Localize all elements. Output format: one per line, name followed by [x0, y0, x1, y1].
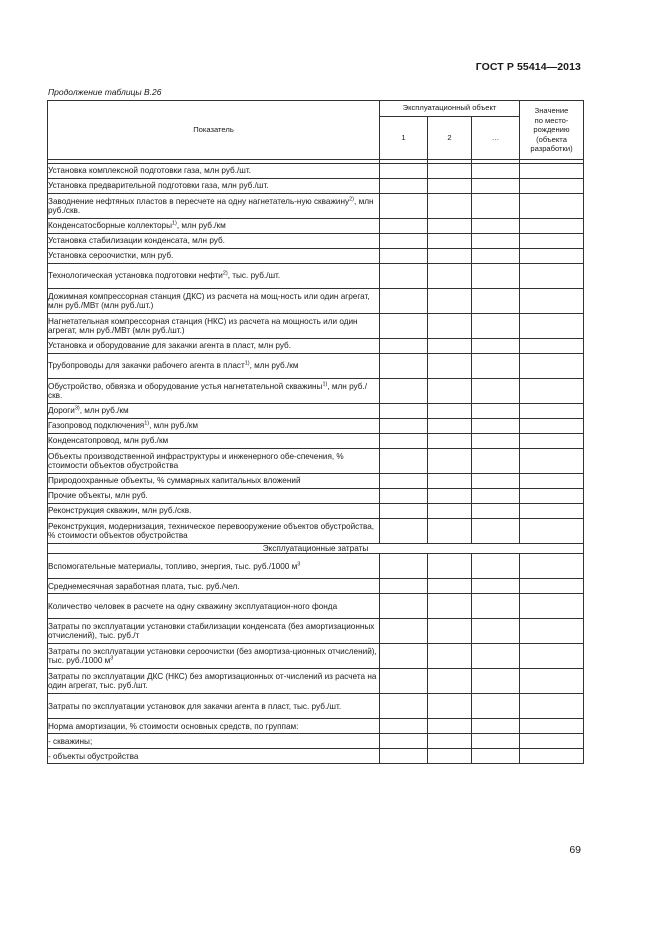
table-row — [48, 404, 584, 419]
row-label-text: Затраты по эксплуатации установок для закачки агента в пласт, тыс. руб./шт. — [48, 701, 342, 711]
value-cell — [472, 164, 520, 179]
row-label-text: Норма амортизации, % стоимости основных средств, по группам: — [48, 721, 299, 731]
value-cell — [520, 404, 584, 419]
value-cell — [380, 179, 428, 194]
value-cell — [380, 234, 428, 249]
value-cell — [428, 179, 472, 194]
value-cell — [520, 694, 584, 719]
value-cell — [472, 339, 520, 354]
value-cell — [472, 449, 520, 474]
row-label — [48, 619, 380, 644]
subcolumn-2: 2 — [428, 117, 472, 160]
table-row — [48, 419, 584, 434]
row-label — [48, 249, 380, 264]
value-cell — [428, 434, 472, 449]
table-row — [48, 719, 584, 734]
value-cell — [428, 164, 472, 179]
value-cell — [472, 734, 520, 749]
value-cell — [472, 719, 520, 734]
value-cell — [428, 449, 472, 474]
row-label — [48, 669, 380, 694]
row-label-text-tail: , млн руб./км — [79, 406, 129, 416]
row-label — [48, 694, 380, 719]
row-label — [48, 449, 380, 474]
table-row — [48, 314, 584, 339]
row-label-text: Среднемесячная заработная плата, тыс. руб./чел. — [48, 581, 240, 591]
table-row — [48, 474, 584, 489]
row-label-text: Обустройство, обвязка и оборудование устья нагнетательной скважины — [48, 381, 323, 391]
value-head-line: разработки) — [530, 144, 573, 154]
standard-designation: ГОСТ Р 55414—2013 — [475, 61, 581, 73]
value-cell — [380, 644, 428, 669]
value-cell — [520, 219, 584, 234]
row-label — [48, 594, 380, 619]
value-cell — [380, 554, 428, 579]
value-cell — [428, 314, 472, 339]
table-row — [48, 504, 584, 519]
row-label-text-tail: , млн руб./км — [249, 361, 299, 371]
table-row — [48, 594, 584, 619]
value-cell — [380, 519, 428, 544]
row-label-text: Технологическая установка подготовки нефти — [48, 271, 223, 281]
value-cell — [380, 749, 428, 764]
value-cell — [472, 694, 520, 719]
value-cell — [380, 379, 428, 404]
section-title: Эксплуатационные затраты — [48, 544, 584, 554]
value-cell — [520, 179, 584, 194]
value-cell — [472, 289, 520, 314]
value-cell — [472, 669, 520, 694]
value-cell — [428, 264, 472, 289]
row-label — [48, 339, 380, 354]
value-cell — [472, 644, 520, 669]
row-label-text: Затраты по эксплуатации установки стабилизации конденсата (без амортизационных отчислений), тыс. руб./т — [48, 622, 375, 641]
row-label — [48, 749, 380, 764]
value-cell — [428, 619, 472, 644]
footnote-mark: 3 — [110, 655, 114, 662]
table-row — [48, 164, 584, 179]
row-label-text: Установка и оборудование для закачки агента в пласт, млн руб. — [48, 341, 291, 351]
row-label-text: Нагнетательная компрессорная станция (НКС) из расчета на мощность или один агрегат, млн руб./МВт (млн руб./шт.) — [48, 316, 358, 335]
value-cell — [472, 264, 520, 289]
table-row — [48, 579, 584, 594]
value-cell — [380, 489, 428, 504]
value-cell — [428, 504, 472, 519]
row-label-text: Затраты по эксплуатации ДКС (НКС) без амортизационных от-числений из расчета на один агрегат, тыс. руб./шт. — [48, 672, 377, 691]
value-cell — [472, 219, 520, 234]
value-cell — [380, 419, 428, 434]
value-cell — [428, 354, 472, 379]
row-label-text: Конденсатосборные коллекторы — [48, 221, 172, 231]
value-cell — [520, 314, 584, 339]
value-cell — [520, 519, 584, 544]
row-label-text: Трубопроводы для закачки рабочего агента в пласт — [48, 361, 245, 371]
row-label — [48, 234, 380, 249]
table-row — [48, 219, 584, 234]
value-cell — [380, 594, 428, 619]
row-label-text: Газопровод подключения — [48, 421, 145, 431]
value-cell — [472, 434, 520, 449]
footnote-mark: 1) — [144, 420, 150, 427]
table-row — [48, 694, 584, 719]
section-row — [48, 544, 584, 554]
row-label-text: Установка комплексной подготовки газа, млн руб./шт. — [48, 166, 251, 176]
footnote-mark: 1) — [244, 360, 250, 367]
table-row — [48, 434, 584, 449]
row-label-text: Установка предварительной подготовки газа, млн руб./шт. — [48, 181, 269, 191]
value-cell — [472, 194, 520, 219]
table-row — [48, 734, 584, 749]
value-cell — [472, 594, 520, 619]
value-cell — [472, 519, 520, 544]
value-cell — [380, 264, 428, 289]
value-cell — [520, 579, 584, 594]
footnote-mark: 3) — [74, 405, 80, 412]
row-label — [48, 489, 380, 504]
row-label-text: Затраты по эксплуатации установки сероочистки (без амортиза-ционных отчислений), тыс. руб./1000 м — [48, 647, 377, 666]
value-cell — [428, 489, 472, 504]
table-continuation-caption: Продолжение таблицы В.26 — [48, 87, 162, 97]
value-cell — [428, 519, 472, 544]
table-row — [48, 489, 584, 504]
table-row — [48, 669, 584, 694]
value-cell — [472, 354, 520, 379]
value-cell — [380, 164, 428, 179]
table-row — [48, 249, 584, 264]
value-cell — [428, 419, 472, 434]
value-cell — [520, 194, 584, 219]
footnote-mark: 1) — [171, 220, 177, 227]
value-cell — [380, 219, 428, 234]
value-cell — [472, 419, 520, 434]
value-cell — [380, 404, 428, 419]
value-cell — [520, 474, 584, 489]
value-cell — [428, 694, 472, 719]
value-cell — [472, 489, 520, 504]
row-label — [48, 219, 380, 234]
column-header-parameter: Показатель — [48, 101, 380, 160]
value-cell — [428, 339, 472, 354]
value-cell — [428, 719, 472, 734]
table-row — [48, 619, 584, 644]
row-label-text-tail: , млн руб./скв. — [48, 196, 374, 215]
value-cell — [428, 404, 472, 419]
value-cell — [428, 194, 472, 219]
table-row — [48, 644, 584, 669]
value-cell — [520, 719, 584, 734]
row-label-text: Установка сероочистки, млн руб. — [48, 251, 174, 261]
row-label-text: Дожимная компрессорная станция (ДКС) из расчета на мощ-ность или один агрегат, млн руб./МВт (млн руб./шт.) — [48, 291, 370, 310]
indicators-table — [47, 100, 584, 764]
value-cell — [428, 594, 472, 619]
value-cell — [428, 554, 472, 579]
value-cell — [428, 474, 472, 489]
value-head-line: Значение — [534, 106, 569, 116]
row-label — [48, 404, 380, 419]
row-label — [48, 419, 380, 434]
value-cell — [380, 504, 428, 519]
row-label-text-tail: , тыс. руб./шт. — [227, 271, 281, 281]
value-cell — [520, 354, 584, 379]
row-label-text: - скважины; — [48, 736, 93, 746]
row-label — [48, 354, 380, 379]
value-cell — [428, 379, 472, 404]
row-label-text: Дороги — [48, 406, 75, 416]
subcolumn-ellipsis: … — [472, 117, 520, 160]
value-cell — [520, 234, 584, 249]
value-cell — [380, 579, 428, 594]
value-cell — [380, 314, 428, 339]
value-cell — [380, 289, 428, 314]
row-label — [48, 474, 380, 489]
value-cell — [520, 669, 584, 694]
value-cell — [472, 249, 520, 264]
value-cell — [520, 164, 584, 179]
row-label — [48, 179, 380, 194]
value-cell — [520, 734, 584, 749]
row-label-text: Установка стабилизации конденсата, млн руб. — [48, 236, 225, 246]
footnote-mark: 2) — [222, 270, 228, 277]
row-label-text-tail: , млн руб./скв. — [48, 381, 367, 400]
row-label — [48, 264, 380, 289]
value-cell — [380, 669, 428, 694]
table-row — [48, 379, 584, 404]
value-cell — [520, 379, 584, 404]
footnote-mark: 2) — [349, 196, 355, 203]
value-cell — [520, 504, 584, 519]
column-header-operating-object: Эксплуатационный объект — [380, 101, 520, 117]
value-cell — [472, 234, 520, 249]
value-cell — [380, 194, 428, 219]
value-cell — [472, 554, 520, 579]
row-label — [48, 194, 380, 219]
value-cell — [520, 434, 584, 449]
table-row — [48, 749, 584, 764]
table-row — [48, 234, 584, 249]
row-label-text: Вспомогательные материалы, топливо, энергия, тыс. руб./1000 м — [48, 561, 298, 571]
row-label-text: Реконструкция скважин, млн руб./скв. — [48, 506, 192, 516]
value-cell — [380, 694, 428, 719]
table-row — [48, 339, 584, 354]
value-cell — [380, 474, 428, 489]
value-cell — [520, 339, 584, 354]
value-cell — [428, 249, 472, 264]
table-row — [48, 449, 584, 474]
value-cell — [380, 249, 428, 264]
value-cell — [380, 354, 428, 379]
value-cell — [380, 619, 428, 644]
row-label — [48, 289, 380, 314]
value-cell — [428, 219, 472, 234]
row-label — [48, 164, 380, 179]
value-cell — [520, 449, 584, 474]
row-label-text: Природоохранные объекты, % суммарных капитальных вложений — [48, 476, 301, 486]
value-cell — [380, 339, 428, 354]
row-label-text: Реконструкция, модернизация, техническое перевооружение объектов обустройства, % стоимости объектов обустройства — [48, 521, 375, 540]
value-cell — [472, 504, 520, 519]
value-cell — [520, 554, 584, 579]
value-cell — [520, 644, 584, 669]
row-label-text: Заводнение нефтяных пластов в пересчете на одну нагнетатель-ную скважину — [48, 196, 350, 206]
value-cell — [380, 434, 428, 449]
table-row — [48, 194, 584, 219]
value-cell — [520, 594, 584, 619]
footnote-mark: 1) — [322, 381, 328, 388]
row-label-text-tail: , млн руб./км — [149, 421, 198, 431]
value-head-line: (объекта — [536, 134, 567, 144]
row-label-text: Объекты производственной инфраструктуры и инженерного обе-спечения, % стоимости объектов обустройства — [48, 451, 344, 470]
table-row — [48, 354, 584, 379]
value-cell — [472, 404, 520, 419]
value-cell — [472, 579, 520, 594]
table-row — [48, 289, 584, 314]
row-label-text: - объекты обустройства — [48, 751, 139, 761]
row-label-text: Конденсатопровод, млн руб./км — [48, 436, 169, 446]
column-header-field-value — [520, 101, 584, 160]
value-cell — [428, 669, 472, 694]
row-label-text-tail: , млн руб./км — [176, 221, 226, 231]
value-cell — [428, 579, 472, 594]
value-head-line: по место- — [534, 115, 569, 125]
value-cell — [472, 314, 520, 339]
value-cell — [380, 719, 428, 734]
value-cell — [428, 289, 472, 314]
value-cell — [520, 289, 584, 314]
row-label — [48, 734, 380, 749]
value-cell — [520, 264, 584, 289]
row-label — [48, 379, 380, 404]
row-label — [48, 644, 380, 669]
page-number: 69 — [569, 844, 581, 856]
table-row — [48, 264, 584, 289]
row-label — [48, 719, 380, 734]
value-cell — [428, 644, 472, 669]
value-cell — [472, 749, 520, 764]
value-cell — [520, 419, 584, 434]
row-label-text: Прочие объекты, млн руб. — [48, 491, 148, 501]
value-cell — [520, 249, 584, 264]
value-cell — [380, 734, 428, 749]
row-label — [48, 314, 380, 339]
row-label — [48, 434, 380, 449]
row-label — [48, 519, 380, 544]
row-label-text: Количество человек в расчете на одну скважину эксплуатацион-ного фонда — [48, 601, 338, 611]
value-cell — [520, 619, 584, 644]
table-row — [48, 179, 584, 194]
value-cell — [380, 449, 428, 474]
footnote-mark: 3 — [297, 560, 301, 567]
row-label — [48, 554, 380, 579]
table-row — [48, 519, 584, 544]
value-cell — [472, 474, 520, 489]
value-cell — [520, 749, 584, 764]
value-cell — [428, 734, 472, 749]
value-cell — [428, 234, 472, 249]
value-cell — [520, 489, 584, 504]
value-cell — [472, 619, 520, 644]
value-cell — [428, 749, 472, 764]
row-label — [48, 504, 380, 519]
table-row — [48, 554, 584, 579]
value-cell — [472, 379, 520, 404]
value-cell — [472, 179, 520, 194]
subcolumn-1: 1 — [380, 117, 428, 160]
value-head-line: рождению — [533, 125, 570, 135]
row-label — [48, 579, 380, 594]
